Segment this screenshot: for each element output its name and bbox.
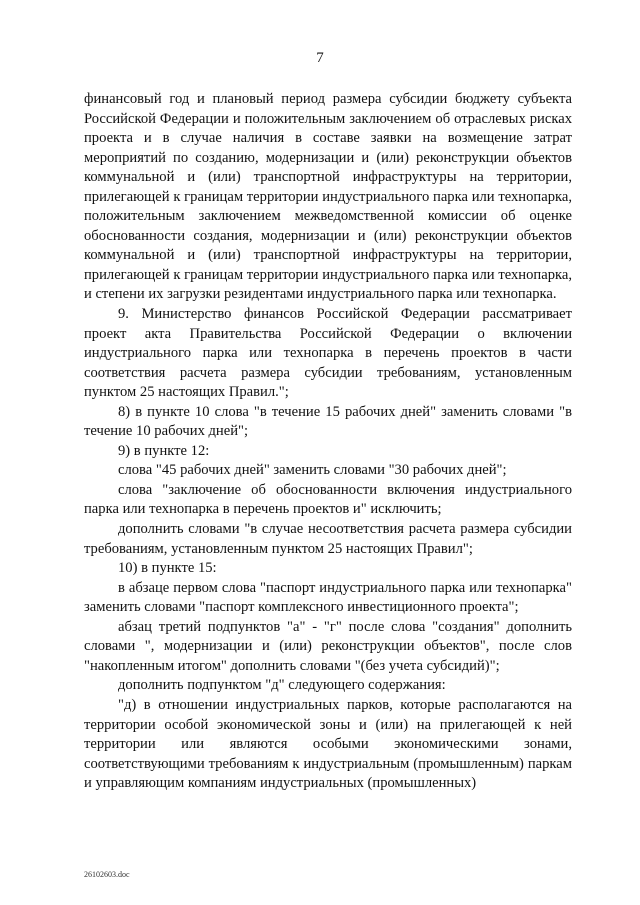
paragraph: 10) в пункте 15: xyxy=(118,560,217,577)
paragraph: 9. Министерство финансов Российской Федерации рассматривает проект акта Правительства Российской Федерации о включении индустриального парка или технопарка в перечень проектов в части соответствия расчета размера субсидии требованиям, установленным пунктом 25 настоящих Правил."; xyxy=(84,306,572,401)
document-body xyxy=(84,90,572,794)
paragraph: дополнить словами "в случае несоответствия расчета размера субсидии требованиям, установленным пунктом 25 настоящих Правил"; xyxy=(84,521,572,557)
document-file-code: 26102603.doc xyxy=(84,870,130,879)
paragraph: финансовый год и плановый период размера субсидии бюджету субъекта Российской Федерации и положительным заключением об отраслевых рисках проекта и в случае наличия в составе заявки на возмещение затрат мероприятий по созданию, модернизации и (или) реконструкции объектов коммунальной и (или) транспортной инфраструктуры на территории, прилегающей к границам территории индустриального парка или технопарка, положительным заключением межведомственной комиссии об оценке обоснованности создания, модернизации и (или) реконструкции объектов коммунальной и (или) транспортной инфраструктуры на территории, прилегающей к границам территории индустриального парка или технопарка, и степени их загрузки резидентами индустриального парка или технопарка. xyxy=(84,91,572,303)
paragraph: абзац третий подпунктов "а" - "г" после слова "создания" дополнить словами ", модернизации и (или) реконструкции объектов", после слов "накопленным итогом" дополнить словами "(без учета субсидий)"; xyxy=(84,618,572,674)
paragraph: в абзаце первом слова "паспорт индустриального парка или технопарка" заменить словами "паспорт комплексного инвестиционного проекта"; xyxy=(84,579,572,616)
paragraph: слова "45 рабочих дней" заменить словами "30 рабочих дней"; xyxy=(118,462,507,479)
paragraph: дополнить подпунктом "д" следующего содержания: xyxy=(118,677,446,694)
paragraph: 9) в пункте 12: xyxy=(118,442,210,459)
paragraph: "д) в отношении индустриальных парков, которые располагаются на территории особой экономической зоны и (или) на прилегающей к ней территории или являются особыми экономическими зонами, соответствующими требованиям к индустриальным (промышленным) паркам и управляющим компаниям индустриальных (промышленных) xyxy=(84,696,572,792)
paragraph: 8) в пункте 10 слова "в течение 15 рабочих дней" заменить словами "в течение 10 рабочих дней"; xyxy=(84,403,572,440)
page-number: 7 xyxy=(316,50,324,66)
paragraph: слова "заключение об обоснованности включения индустриального парка или технопарка в перечень проектов и" исключить; xyxy=(84,481,572,518)
